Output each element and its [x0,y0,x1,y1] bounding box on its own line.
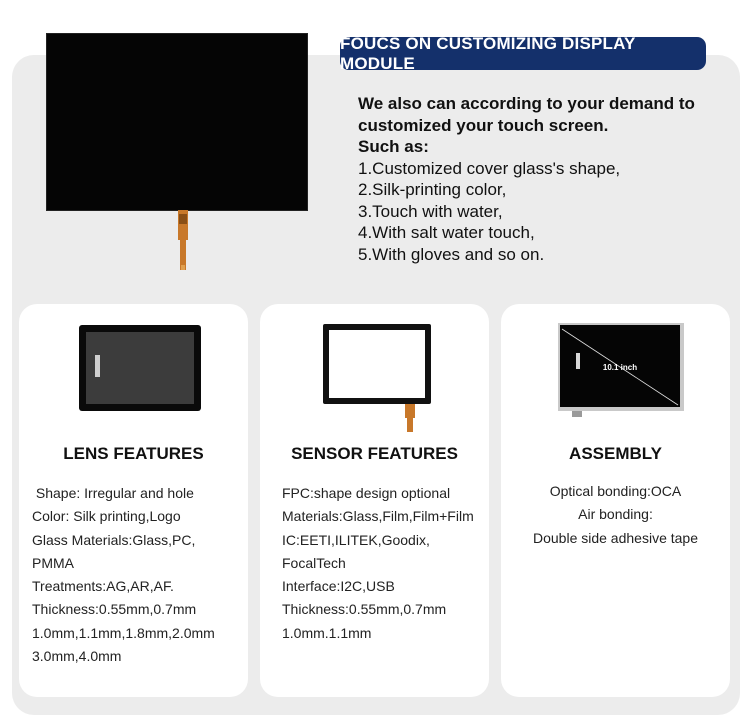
assembly-line: Double side adhesive tape [532,529,698,546]
lens-feature-line: Thickness:0.55mm,0.7mm [32,601,197,618]
banner-title: FOUCS ON CUSTOMIZING DISPLAY MODULE [340,33,636,73]
assembly-line: Optical bonding:OCA [549,483,682,499]
lens-feature-line: Treatments:AG,AR,AF. [32,578,174,595]
intro-item: 4.With salt water touch, [358,223,535,242]
lens-feature-line: Glass Materials:Glass,PC, [32,531,196,548]
sensor-features-card [260,304,489,697]
lens-feature-line: Color: Silk printing,Logo [32,508,181,525]
intro-line-2: customized your touch screen. [358,115,609,135]
screen-size-label: 10.1 inch [602,363,638,372]
hero-display-image [46,33,308,211]
intro-item: 1.Customized cover glass's shape, [358,158,621,178]
sensor-features-list [282,482,496,645]
intro-line-1: We also can according to your demand to [358,94,695,113]
lens-features-card [19,304,248,697]
intro-text [358,93,738,265]
intro-line-3: Such as: [358,137,429,156]
sensor-features-title: SENSOR FEATURES [291,444,458,463]
sensor-feature-line: FPC:shape design optional [282,485,451,501]
assembly-title: ASSEMBLY [569,444,662,463]
sensor-image [323,324,431,434]
sensor-feature-line: IC:EETI,ILITEK,Goodix, [282,531,430,548]
assembly-card [501,304,730,697]
assembly-list [501,480,730,550]
lens-feature-line: Shape: Irregular and hole [32,485,194,501]
assembly-image [558,323,684,423]
sensor-feature-line: Interface:I2C,USB [282,578,395,595]
lens-feature-line: 3.0mm,4.0mm [32,648,122,665]
sensor-feature-line: Thickness:0.55mm,0.7mm [282,601,447,618]
assembly-line: Air bonding: [578,506,653,523]
sensor-feature-line: 1.0mm.1.1mm [282,624,372,641]
sensor-feature-line: Materials:Glass,Film,Film+Film [282,508,474,525]
intro-item: 5.With gloves and so on. [358,244,545,264]
sensor-feature-line: FocalTech [282,554,346,571]
lens-features-title: LENS FEATURES [63,444,204,463]
intro-item: 2.Silk-printing color, [358,180,507,199]
lens-image [79,325,201,411]
lens-feature-line: 1.0mm,1.1mm,1.8mm,2.0mm [32,624,215,641]
section-banner [340,33,706,73]
lens-features-list [32,482,246,668]
intro-item: 3.Touch with water, [358,201,503,221]
lens-feature-line: PMMA [32,554,74,571]
hero-fpc-cable-image [176,210,190,270]
